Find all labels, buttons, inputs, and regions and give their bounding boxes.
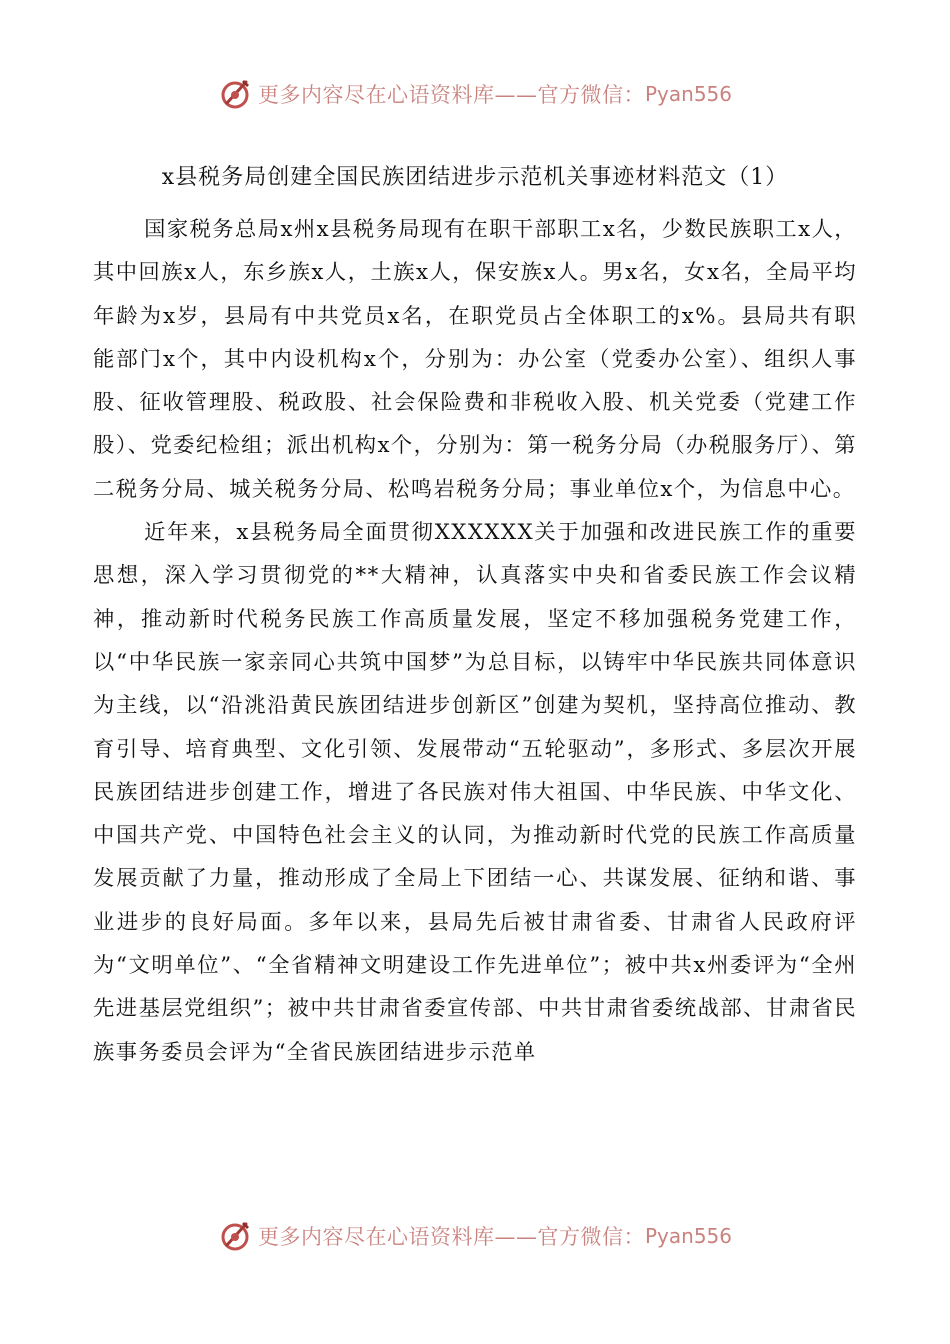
- document-title: x县税务局创建全国民族团结进步示范机关事迹材料范文（1）: [161, 165, 789, 190]
- pen-seal-logo-icon: [218, 1218, 254, 1254]
- banner-wechat-id: Pyan556: [644, 82, 732, 106]
- header-watermark-banner: [0, 74, 950, 114]
- document-body: [93, 208, 857, 1074]
- banner-text: 更多内容尽在心语资料库——官方微信：: [257, 1225, 645, 1249]
- body-paragraph: 国家税务总局x州x县税务局现有在职干部职工x名，少数民族职工x人，其中回族x人，东乡族x人，土族x人，保安族x人。男x名，女x名，全局平均年龄为x岁，县局有中共党员x名，在职党员占全体职工的x%。县局共有职能部门x个，其中内设机构x个，分别为：办公室（党委办公室）、组织人事股、征收管理股、税政股、社会保险费和非税收入股、机关党委（党建工作股）、党委纪检组；派出机构x个，分别为：第一税务分局（办税服务厅）、第二税务分局、城关税务分局、松鸣岩税务分局；事业单位x个，为信息中心。: [93, 217, 857, 502]
- pen-seal-logo-icon: [218, 76, 254, 112]
- footer-watermark-banner: [0, 1216, 950, 1256]
- body-paragraph: 近年来，x县税务局全面贯彻XXXXXX关于加强和改进民族工作的重要思想，深入学习贯彻党的**大精神，认真落实中央和省委民族工作会议精神，推动新时代税务民族工作高质量发展，坚定不移加强税务党建工作，以“中华民族一家亲同心共筑中国梦”为总目标，以铸牢中华民族共同体意识为主线，以“沿洮沿黄民族团结进步创新区”创建为契机，坚持高位推动、教育引导、培育典型、文化引领、发展带动“五轮驱动”，多形式、多层次开展民族团结进步创建工作，增进了各民族对伟大祖国、中华民族、中华文化、中国共产党、中国特色社会主义的认同，为推动新时代党的民族工作高质量发展贡献了力量，推动形成了全局上下团结一心、共谋发展、征纳和谐、事业进步的良好局面。多年以来，县局先后被甘肃省委、甘肃省人民政府评为“文明单位”、“全省精神文明建设工作先进单位”；被中共x州委评为“全州先进基层党组织”；被中共甘肃省委宣传部、中共甘肃省委统战部、甘肃省民族事务委员会评为“全省民族团结进步示范单: [93, 520, 857, 1065]
- banner-text: 更多内容尽在心语资料库——官方微信：: [257, 83, 645, 107]
- banner-wechat-id: Pyan556: [644, 1224, 732, 1248]
